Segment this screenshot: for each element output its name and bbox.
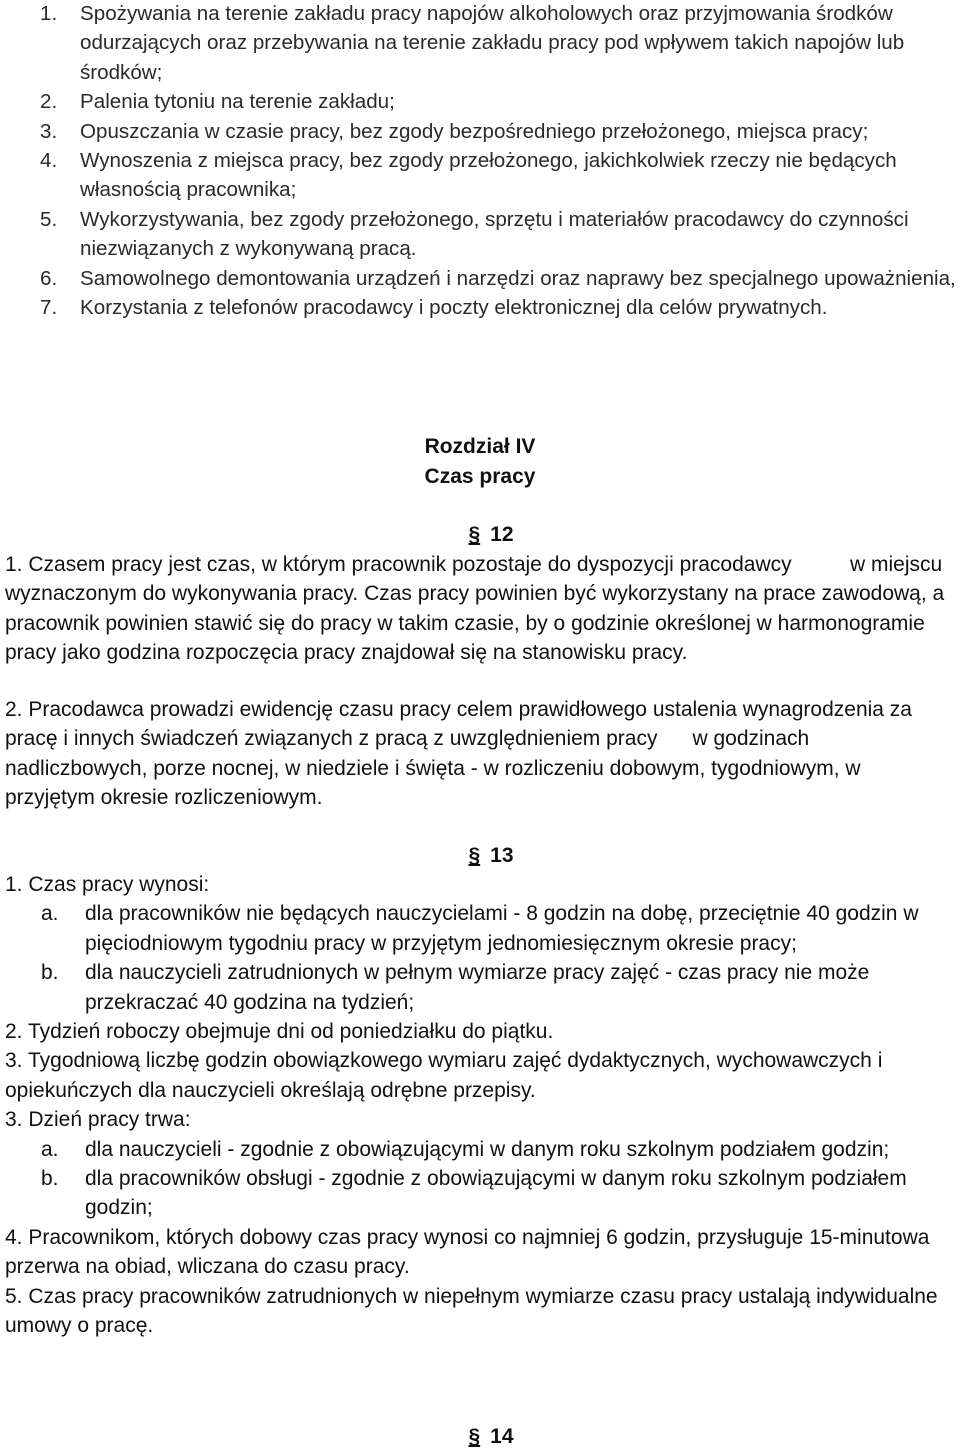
section-heading-13: § 13 [0, 841, 960, 870]
sec12-paragraph-2: 2. Pracodawca prowadzi ewidencję czasu pracy celem prawidłowego ustalenia wynagrodzenia za pracę i innych świadczeń związanych z pracą z uwzględnieniem pracy w godzinach nadliczbowych, porze nocnej, w niedziele i święta - w rozliczeniu dobowym, tygodniowym, w przyjętym okresie rozliczeniowym. [5, 698, 918, 810]
section-heading-12: § 12 [0, 520, 960, 549]
paragraph-symbol: § [468, 1425, 481, 1448]
chapter-title: Rozdział IV [424, 435, 536, 458]
sec13-paragraph-3b: 3. Dzień pracy trwa: [5, 1108, 191, 1132]
paragraph-symbol: § [468, 523, 481, 546]
chapter-subtitle: Czas pracy [424, 465, 536, 488]
sec13-paragraph-2: 2. Tydzień roboczy obejmuje dni od poniedziałku do piątku. [5, 1020, 554, 1044]
list-item: 5. Wykorzystywania, bez zgody przełożonego, sprzętu i materiałów pracodawcy do czynności niezwiązanych z wykonywaną pracą. [40, 207, 909, 261]
section-heading-14: § 14 [0, 1422, 960, 1451]
list-item: b. dla pracowników obsługi - zgodnie z obowiązującymi w danym roku szkolnym podziałem godzin; [41, 1167, 907, 1220]
list-item: 1. Spożywania na terenie zakładu pracy napojów alkoholowych oraz przyjmowania środków odurzających oraz przebywania na terenie zakładu pracy pod wpływem takich napojów lub środków; [40, 2, 905, 84]
list-item: 4. Wynoszenia z miejsca pracy, bez zgody przełożonego, jakichkolwiek rzeczy nie będących własnością pracownika; [40, 149, 897, 202]
sec12-paragraph-1: 1. Czasem pracy jest czas, w którym pracownik pozostaje do dyspozycji pracodawcy w miejscu wyznaczonym do wykonywania pracy. Czas pracy powinien być wykorzystany na prace zawodową, a pracownik powinien stawić się do pracy w takim czasie, by o godzinie określonej w harmonogramie pracy jako godzina rozpoczęcia pracy znajdował się na stanowisku pracy. [5, 553, 951, 665]
sec13-paragraph-4: 4. Pracownikom, których dobowy czas pracy wynosi co najmniej 6 godzin, przysługuje 15-minutowa przerwa na obiad, wliczana do czasu pracy. [5, 1225, 930, 1279]
sec13-paragraph-5: 5. Czas pracy pracowników zatrudnionych w niepełnym wymiarze czasu pracy ustalają indywidualne umowy o pracę. [5, 1284, 938, 1338]
sec13-paragraph-1: 1. Czas pracy wynosi: [5, 873, 210, 896]
list-item: 6. Samowolnego demontowania urządzeń i narzędzi oraz naprawy bez specjalnego upoważnienia, [40, 266, 956, 290]
list-item: 2. Palenia tytoniu na terenie zakładu; [40, 90, 395, 114]
sec13-paragraph-3: 3. Tygodniową liczbę godzin obowiązkowego wymiaru zajęć dydaktycznych, wychowawczych i opiekuńczych dla nauczycieli określają odrębne przepisy. [5, 1049, 883, 1102]
sec13-body [5, 870, 955, 1341]
prohibitions-list [0, 0, 960, 322]
list-item: b. dla nauczycieli zatrudnionych w pełnym wymiarze pracy zajęć - czas pracy nie może przekraczać 40 godzina na tydzień; [41, 961, 870, 1014]
list-item: 7. Korzystania z telefonów pracodawcy i poczty elektronicznej dla celów prywatnych. [40, 296, 828, 320]
list-item: a. dla nauczycieli - zgodnie z obowiązującymi w danym roku szkolnym podziałem godzin; [41, 1137, 890, 1161]
list-item: a. dla pracowników nie będących nauczycielami - 8 godzin na dobę, przeciętnie 40 godzin w pięciodniowym tygodniu pracy w przyjętym jednomiesięcznym okresie pracy; [41, 902, 919, 955]
paragraph-symbol: § [468, 844, 481, 867]
list-item: 3. Opuszczania w czasie pracy, bez zgody bezpośredniego przełożonego, miejsca pracy; [40, 119, 869, 143]
